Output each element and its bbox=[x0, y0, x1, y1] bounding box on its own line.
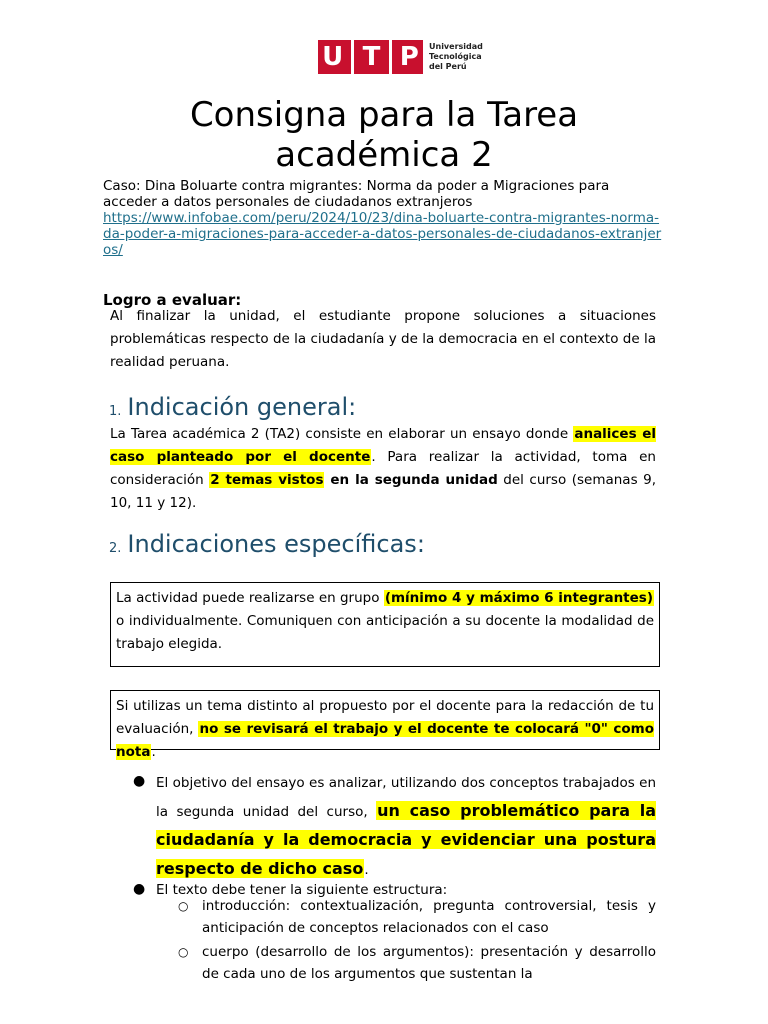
logo-line-1: Universidad bbox=[429, 42, 483, 51]
section-2-heading bbox=[109, 530, 425, 558]
utp-logo bbox=[318, 40, 483, 74]
highlight: un caso problemático para la ciudadanía y la democracia y evidenciar una postura respecto de dicho caso bbox=[156, 801, 657, 878]
logo-separator bbox=[389, 40, 392, 74]
structure-intro: introducción: contextualización, pregunta controversial, tesis y anticipación de conceptos relacionados con el caso bbox=[202, 898, 656, 936]
case-description: Caso: Dina Boluarte contra migrantes: Norma da poder a Migraciones para acceder a datos personales de ciudadanos extranjeros bbox=[103, 178, 610, 210]
text-span: Si utilizas un tema distinto al propuesto por el docente para la redacción de tu evaluación, bbox=[116, 698, 654, 737]
text-span: . bbox=[364, 862, 369, 878]
bullet-dot-icon: ● bbox=[133, 881, 146, 897]
section-1-text bbox=[110, 423, 656, 515]
warning-box bbox=[110, 690, 660, 760]
circle-bullet-icon: ○ bbox=[178, 945, 189, 959]
case-link[interactable]: https://www.infobae.com/peru/2024/10/23/dina-boluarte-contra-migrantes-norma-da-poder-a-migraciones-para-acceder-a-datos-personales-de-ciudadanos-extranjeros/ bbox=[103, 210, 662, 258]
logo-letter-u: U bbox=[322, 42, 344, 72]
bullet-dot-icon: ● bbox=[133, 773, 146, 789]
text-span: La Tarea académica 2 (TA2) consiste en elaborar un ensayo donde bbox=[110, 426, 574, 442]
section-2-title: Indicaciones específicas: bbox=[127, 530, 425, 558]
text-span: . bbox=[151, 744, 156, 760]
logo-letter-p: P bbox=[399, 42, 419, 72]
section-1-title: Indicación general: bbox=[127, 393, 357, 421]
highlight: 2 temas vistos bbox=[210, 472, 324, 488]
section-2-number: 2. bbox=[109, 541, 122, 556]
text-span: La actividad puede realizarse en grupo bbox=[116, 590, 384, 606]
title-line-2: académica 2 bbox=[275, 135, 493, 175]
text-span: . Para realizar la actividad, toma en consideración bbox=[110, 449, 656, 488]
bold-text: en la segunda unidad bbox=[324, 472, 498, 488]
logro-text: Al finalizar la unidad, el estudiante propone soluciones a situaciones problemáticas respecto de la ciudadanía y de la democracia en el contexto de la realidad peruana. bbox=[110, 308, 656, 370]
logo-line-3: del Perú bbox=[429, 62, 467, 71]
highlight: no se revisará el trabajo y el docente te colocará "0" como nota bbox=[116, 721, 655, 760]
logo-letter-t: T bbox=[362, 42, 381, 72]
logo-separator bbox=[351, 40, 354, 74]
section-1-heading bbox=[109, 393, 356, 421]
title-line-1: Consigna para la Tarea bbox=[189, 95, 579, 135]
text-span: o individualmente. Comuniquen con anticipación a su docente la modalidad de trabajo elegida. bbox=[116, 613, 654, 652]
bullet-objective bbox=[156, 770, 656, 884]
text-span: del curso (semanas 9, 10, 11 y 12). bbox=[110, 472, 656, 511]
logo-line-2: Tecnológica bbox=[429, 52, 482, 61]
highlight: (mínimo 4 y máximo 6 integrantes) bbox=[384, 590, 654, 606]
bullet-structure: El texto debe tener la siguiente estructura: bbox=[156, 882, 448, 898]
text-span: El objetivo del ensayo es analizar, utilizando dos conceptos trabajados en la segunda unidad del curso, bbox=[156, 775, 656, 820]
group-modality-box bbox=[110, 582, 660, 667]
structure-body: cuerpo (desarrollo de los argumentos): presentación y desarrollo de cada uno de los argumentos que sustentan la bbox=[202, 944, 656, 982]
page-title bbox=[0, 95, 768, 175]
highlight: analices el caso planteado por el docente bbox=[110, 426, 656, 465]
circle-bullet-icon: ○ bbox=[178, 899, 189, 913]
logro-heading: Logro a evaluar: bbox=[103, 291, 242, 309]
logo-box bbox=[318, 40, 423, 74]
section-1-number: 1. bbox=[109, 404, 122, 419]
logo-text bbox=[429, 42, 483, 72]
